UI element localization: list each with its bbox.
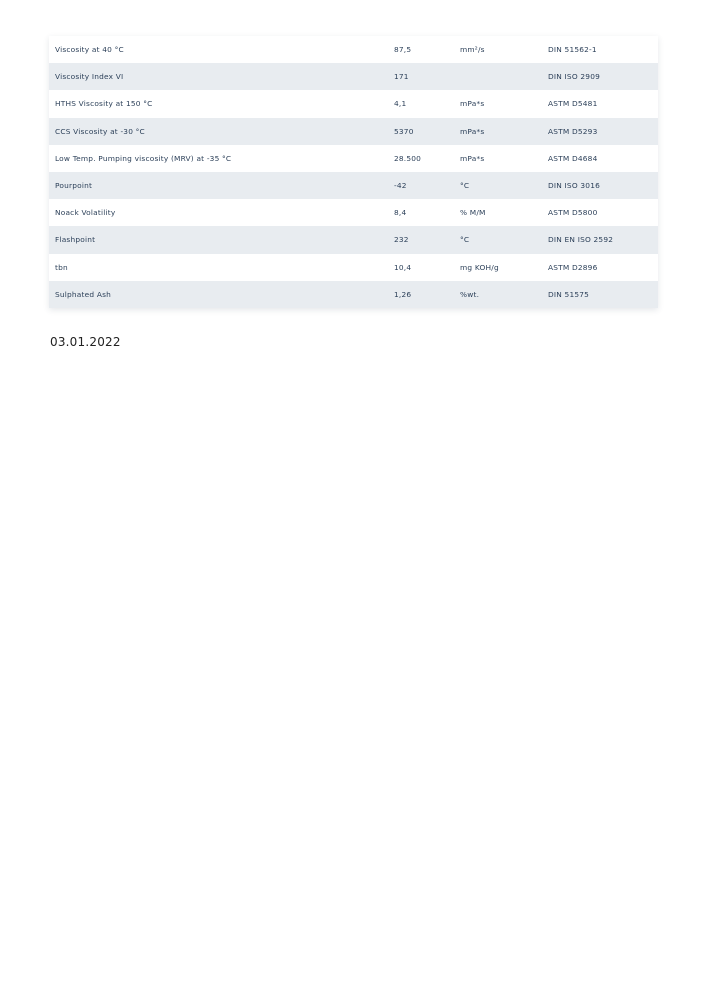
unit-cell: mPa*s — [460, 153, 485, 163]
property-cell: HTHS Viscosity at 150 °C — [55, 99, 153, 109]
value-cell: 10,4 — [394, 262, 412, 272]
table-row — [49, 254, 658, 281]
property-cell: CCS Viscosity at -30 °C — [55, 126, 145, 136]
unit-cell: °C — [460, 181, 470, 191]
property-cell: tbn — [55, 262, 68, 272]
method-cell: DIN EN ISO 2592 — [548, 235, 614, 245]
unit-cell: %wt. — [460, 289, 480, 299]
value-cell: -42 — [394, 181, 407, 191]
property-cell: Noack Volatility — [55, 208, 116, 218]
method-cell: ASTM D4684 — [548, 153, 598, 163]
document-date: 03.01.2022 — [50, 335, 121, 349]
specifications-table-body — [49, 36, 658, 308]
method-cell: DIN 51575 — [548, 289, 590, 299]
method-cell: ASTM D5293 — [548, 126, 598, 136]
property-cell: Low Temp. Pumping viscosity (MRV) at -35 °C — [55, 153, 232, 163]
table-row — [49, 172, 658, 199]
table-row — [49, 281, 658, 308]
table-row — [49, 90, 658, 117]
value-cell: 4,1 — [394, 99, 407, 109]
method-cell: DIN ISO 2909 — [548, 72, 600, 82]
property-cell: Viscosity Index VI — [55, 72, 124, 82]
table-row — [49, 145, 658, 172]
table-row — [49, 36, 658, 63]
value-cell: 8,4 — [394, 208, 407, 218]
table-row — [49, 226, 658, 253]
value-cell: 87,5 — [394, 45, 412, 55]
method-cell: DIN ISO 3016 — [548, 181, 600, 191]
property-cell: Viscosity at 40 °C — [55, 45, 124, 55]
unit-cell: °C — [460, 235, 470, 245]
method-cell: ASTM D5800 — [548, 208, 598, 218]
table-row — [49, 118, 658, 145]
property-cell: Pourpoint — [55, 181, 93, 191]
value-cell: 28.500 — [394, 153, 422, 163]
method-cell: ASTM D5481 — [548, 99, 598, 109]
value-cell: 1,26 — [394, 289, 412, 299]
method-cell: DIN 51562-1 — [548, 45, 597, 55]
table-row — [49, 63, 658, 90]
table-row — [49, 199, 658, 226]
unit-cell — [454, 63, 542, 90]
unit-cell: % M/M — [460, 208, 486, 218]
value-cell: 232 — [394, 235, 409, 245]
unit-cell: mPa*s — [460, 126, 485, 136]
unit-cell: mPa*s — [460, 99, 485, 109]
value-cell: 171 — [394, 72, 409, 82]
value-cell: 5370 — [394, 126, 414, 136]
property-cell: Flashpoint — [55, 235, 96, 245]
specifications-table — [49, 36, 658, 308]
method-cell: ASTM D2896 — [548, 262, 598, 272]
property-cell: Sulphated Ash — [55, 289, 112, 299]
unit-cell: mm²/s — [460, 45, 485, 55]
unit-cell: mg KOH/g — [460, 262, 499, 272]
